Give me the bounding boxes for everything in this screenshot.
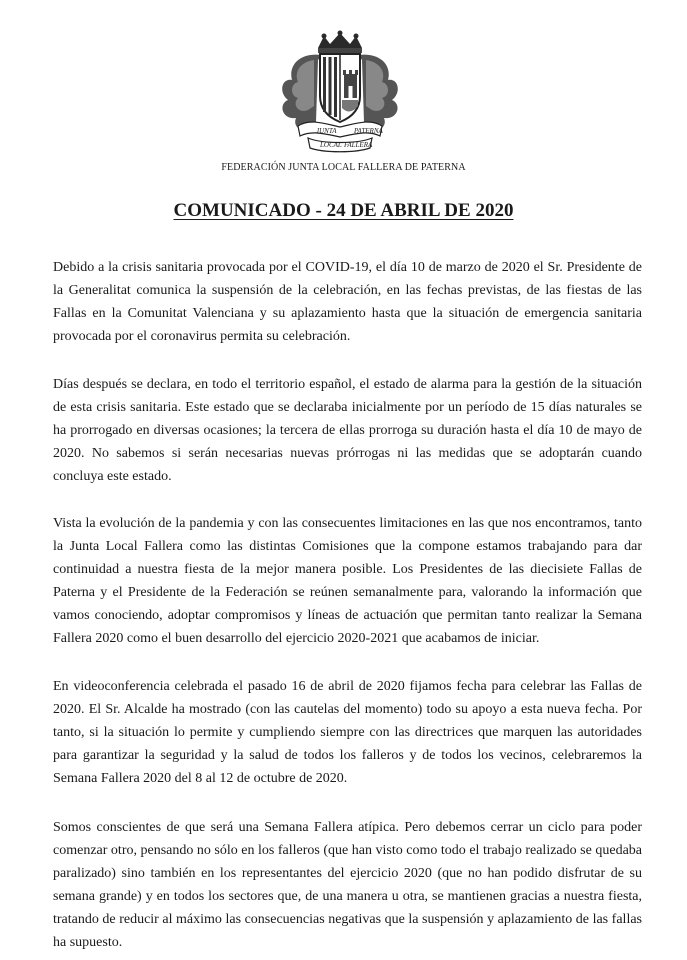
paragraph-5: Somos conscientes de que será una Semana Fallera atípica. Pero debemos cerrar un ciclo para poder comenzar otro, pensando no sólo en los falleros (que han visto como todo el trabajo realizado se quedaba paralizado) sino también en los representantes del ejercicio 2020 (que no han podido disfrutar de su semana grande) y en todos los sectores que, de una manera u otra, se mantienen gracias a nuestra fiesta, tratando de reducir al máximo las consecuencias negativas que la suspensión y aplazamiento de las fallas ha supuesto. [53, 820, 642, 950]
svg-text:FALLERA: FALLERA [344, 141, 373, 149]
federation-name: FEDERACIÓN JUNTA LOCAL FALLERA DE PATERNA [221, 162, 466, 173]
paragraph-2: Días después se declara, en todo el territorio español, el estado de alarma para la gestión de la situación de esta crisis sanitaria. Este estado que se declaraba inicialmente por un período de 15 días naturales se ha prorrogado en diversas ocasiones; la tercera de ellas prorroga su duración hasta el día 10 de mayo de 2020. No sabemos si serán necesarias nuevas prórrogas ni las medidas que se adoptarán cuando concluya este estado. [53, 377, 642, 484]
paragraph-3: Vista la evolución de la pandemia y con las consecuentes limitaciones en las que nos encontramos, tanto la Junta Local Fallera como las distintas Comisiones que la compone estamos trabajando para dar continuidad a nuestra fiesta de la mejor manera posible. Los Presidentes de las diecisiete Fallas de Paterna y el Presidente de la Federación se reúnen semanalmente para, valorando la información que vamos conociendo, adoptar compromisos y líneas de actuación que permitan tanto realizar la Semana Fallera 2020 como el buen desarrollo del ejercicio 2020-2021 que acabamos de iniciar. [53, 516, 642, 646]
emblem-icon [270, 30, 410, 155]
page-title: COMUNICADO - 24 DE ABRIL DE 2020 [173, 200, 514, 221]
svg-text:PATERNA: PATERNA [354, 127, 383, 135]
paragraph-4: En videoconferencia celebrada el pasado 16 de abril de 2020 fijamos fecha para celebrar las Fallas de 2020. El Sr. Alcalde ha mostrado (con las cautelas del momento) todo su apoyo a esta nueva fecha. Por tanto, si la situación lo permite y cumpliendo siempre con las directrices que marquen las autoridades para garantizar la seguridad y la salud de todos los falleros y de todos los vecinos, celebraremos la Semana Fallera 2020 del 8 al 12 de octubre de 2020. [53, 679, 642, 786]
svg-text:JUNTA: JUNTA [316, 127, 337, 135]
svg-text:LOCAL: LOCAL [320, 141, 342, 149]
paragraph-1: Debido a la crisis sanitaria provocada por el COVID-19, el día 10 de marzo de 2020 el Sr. Presidente de la Generalitat comunica la suspensión de la celebración, en las fechas previstas, de las fiestas de las Fallas en la Comunitat Valenciana y su aplazamiento hasta que la situación de emergencia sanitaria provocada por el coronavirus permita su celebración. [53, 260, 642, 344]
federation-emblem [270, 30, 410, 155]
